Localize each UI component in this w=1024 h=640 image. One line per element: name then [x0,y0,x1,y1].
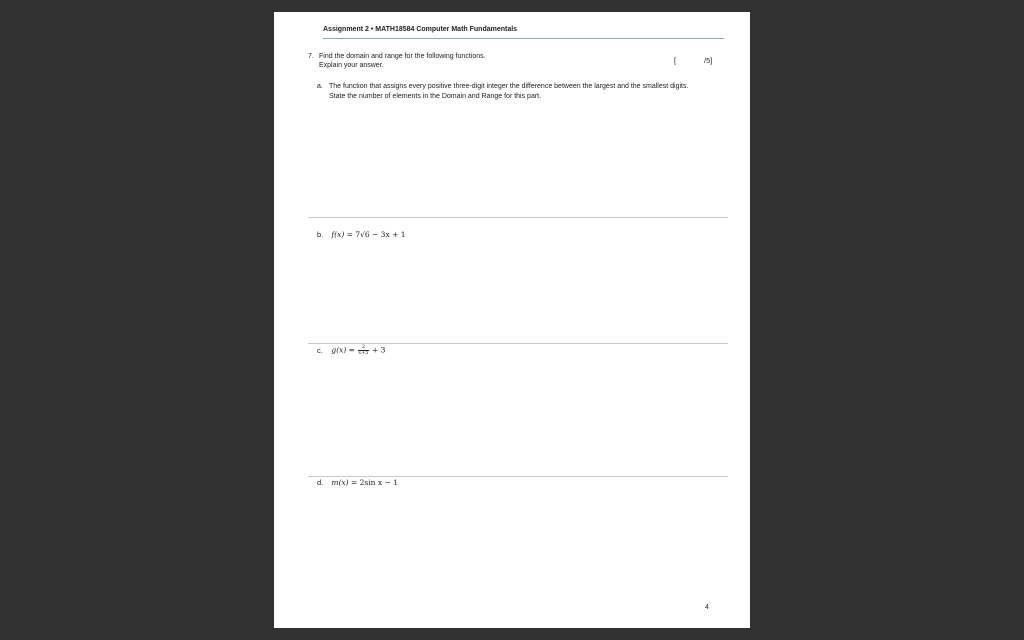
part-b-rhs: 7√6 − 3x + 1 [355,230,406,239]
part-c-rhs: + 3 [371,345,386,355]
question-line-2: Explain your answer. [319,62,384,69]
part-d [317,478,398,487]
question-7 [308,52,486,70]
part-b-label: b. [317,230,324,239]
question-line-1: Find the domain and range for the following functions. [319,53,486,60]
part-d-rhs: 2sin x − 1 [359,478,398,487]
question-number: 7. [308,53,314,60]
mark-bracket: [ [674,56,677,65]
part-d-lhs: m(x) = [331,478,358,487]
part-c-fraction [358,345,368,356]
question-marks: /5] [704,56,713,65]
part-a-text: The function that assigns every positive three-digit integer the difference between the largest and the smallest digits. State the number of elements in the Domain and Range for this part. [329,83,689,100]
fraction-numerator: 2 [358,345,368,351]
part-c-lhs: g(x) = [331,345,355,355]
header-rule [323,38,724,39]
part-c [317,345,385,356]
answer-divider [308,343,728,344]
header-title: Assignment 2 • MATH18584 Computer Math Fundamentals [323,26,518,33]
part-a-label: a. [317,83,323,90]
part-a [317,82,697,102]
answer-divider [308,217,728,218]
part-b-lhs: f(x) = [331,230,353,239]
answer-divider [308,476,728,477]
part-d-label: d. [317,478,324,487]
part-b [317,230,406,239]
document-page [274,12,750,628]
fraction-denominator: x+5 [358,350,369,356]
part-c-label: c. [317,345,323,355]
page-number: 4 [705,604,709,611]
